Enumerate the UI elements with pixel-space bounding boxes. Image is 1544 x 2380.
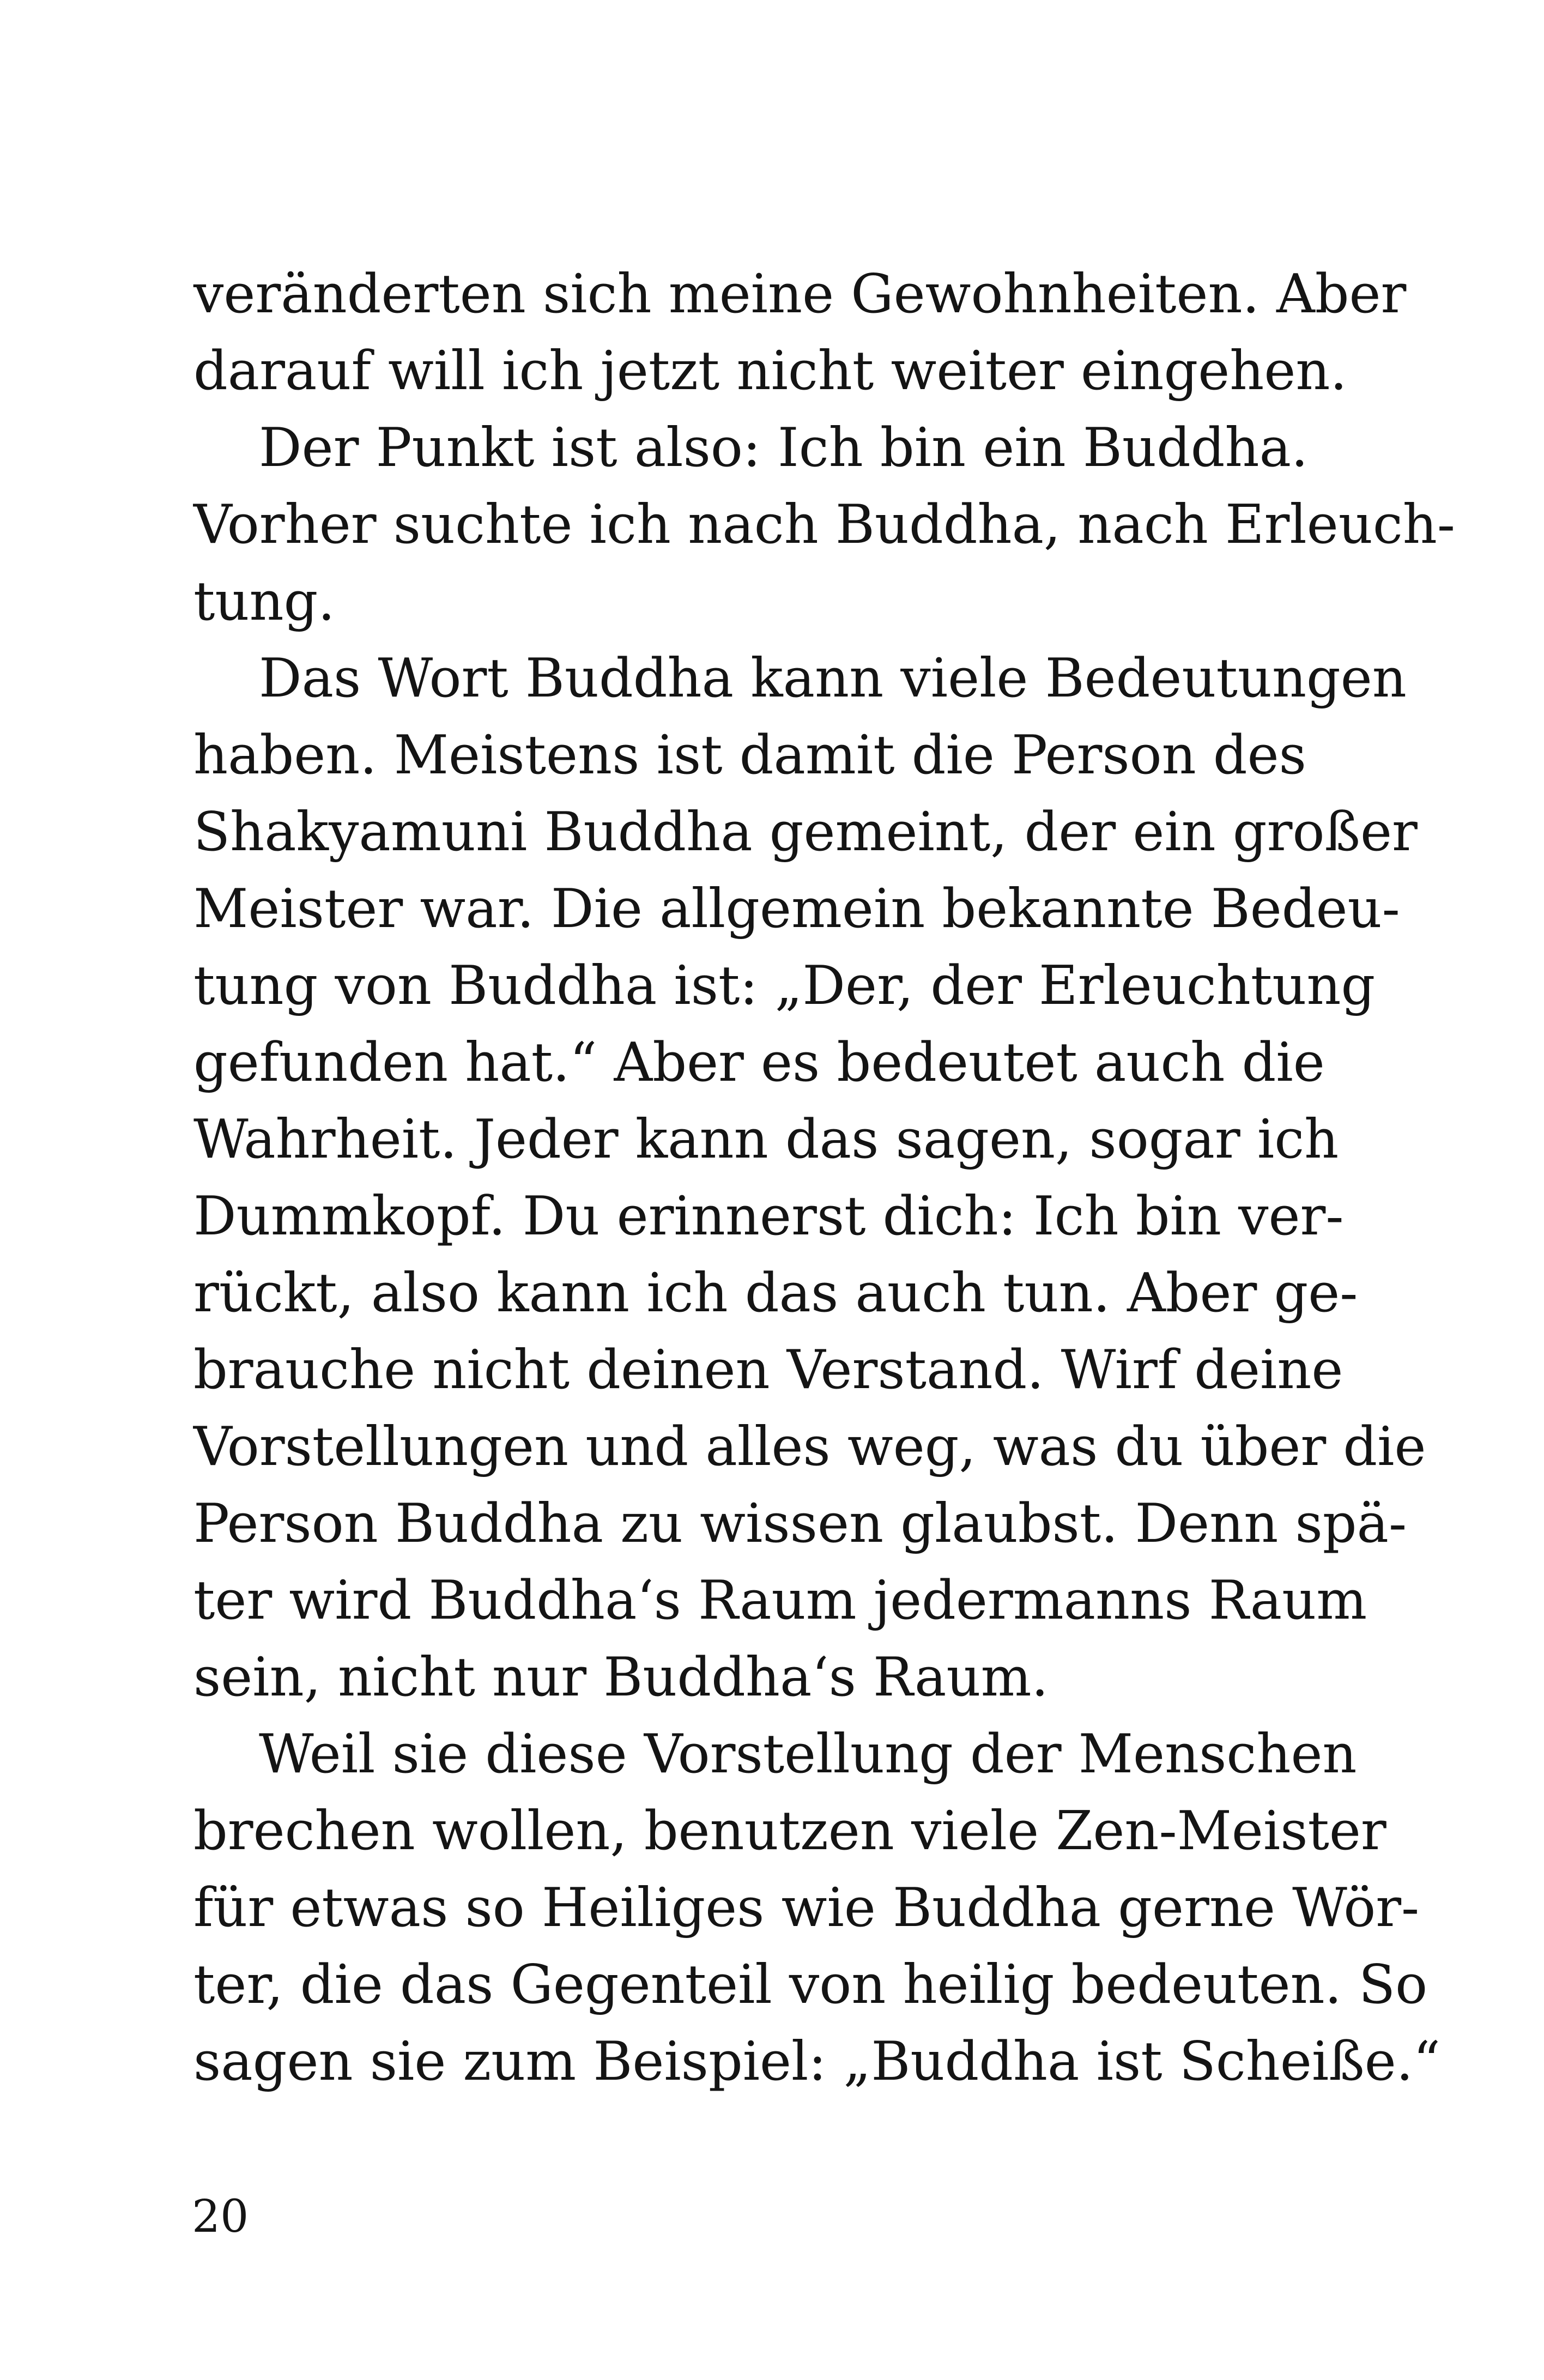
text-line: tung. — [193, 571, 335, 633]
text-line: haben. Meistens ist damit die Person des — [193, 724, 1306, 786]
text-line: Wahrheit. Jeder kann das sagen, sogar ich — [193, 1109, 1339, 1171]
text-line: Shakyamuni Buddha gemeint, der ein großer — [193, 801, 1418, 863]
paragraph — [193, 410, 1455, 640]
text-line: Vorher suchte ich nach Buddha, nach Erleuch- — [193, 494, 1455, 556]
text-line: Person Buddha zu wissen glaubst. Denn spä- — [193, 1493, 1407, 1555]
text-line: sein, nicht nur Buddha‘s Raum. — [193, 1646, 1049, 1709]
text-line: Vorstellungen und alles weg, was du über die — [193, 1416, 1426, 1478]
text-line: sagen sie zum Beispiel: „Buddha ist Scheiße.“ — [193, 2031, 1440, 2093]
text-line: brauche nicht deinen Verstand. Wirf deine — [193, 1339, 1343, 1401]
body-text — [193, 256, 1455, 2100]
text-line: brechen wollen, benutzen viele Zen-Meister — [193, 1800, 1386, 1862]
text-line: rückt, also kann ich das auch tun. Aber ge- — [193, 1262, 1358, 1324]
text-line: gefunden hat.“ Aber es bedeutet auch die — [193, 1032, 1325, 1094]
page-number: 20 — [192, 2191, 249, 2243]
paragraph — [193, 640, 1426, 1716]
paragraph — [193, 1716, 1440, 2100]
text-line: ter wird Buddha‘s Raum jedermanns Raum — [193, 1570, 1367, 1632]
paragraph — [193, 256, 1407, 410]
text-line: Weil sie diese Vorstellung der Menschen — [259, 1723, 1357, 1785]
text-line: ter, die das Gegenteil von heilig bedeuten. So — [193, 1954, 1428, 2016]
text-line: Der Punkt ist also: Ich bin ein Buddha. — [259, 417, 1309, 479]
text-line: Das Wort Buddha kann viele Bedeutungen — [259, 647, 1407, 710]
text-line: tung von Buddha ist: „Der, der Erleuchtung — [193, 955, 1376, 1017]
text-line: veränderten sich meine Gewohnheiten. Aber — [193, 263, 1407, 325]
text-line: darauf will ich jetzt nicht weiter eingehen. — [193, 340, 1347, 402]
text-line: Dummkopf. Du erinnerst dich: Ich bin ver- — [193, 1185, 1344, 1247]
text-line: Meister war. Die allgemein bekannte Bedeu- — [193, 878, 1400, 940]
text-line: für etwas so Heiliges wie Buddha gerne Wör- — [193, 1877, 1420, 1939]
